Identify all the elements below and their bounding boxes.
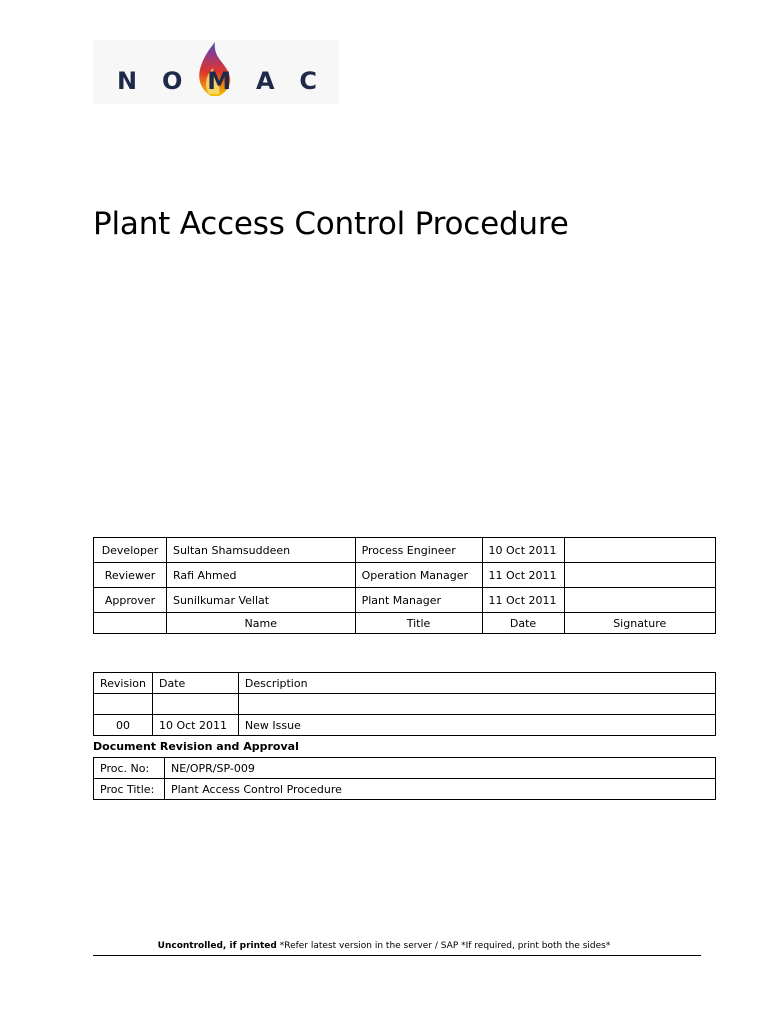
- title-cell: Process Engineer: [355, 538, 482, 563]
- approval-table: [93, 537, 716, 634]
- table-row: [94, 758, 716, 779]
- table-row: [94, 538, 716, 563]
- description-cell: New Issue: [238, 715, 715, 736]
- role-header: [94, 613, 167, 634]
- revision-caption: Document Revision and Approval: [93, 740, 299, 753]
- proc-no-value: NE/OPR/SP-009: [164, 758, 715, 779]
- footer-bold-text: Uncontrolled, if printed: [157, 941, 277, 951]
- table-row: [94, 563, 716, 588]
- description-cell: [238, 694, 715, 715]
- role-cell: Reviewer: [94, 563, 167, 588]
- description-header: Description: [238, 673, 715, 694]
- table-header-row: [94, 613, 716, 634]
- procedure-info-table: [93, 757, 716, 800]
- table-row: [94, 694, 716, 715]
- date-cell: 11 Oct 2011: [482, 588, 564, 613]
- signature-cell: [564, 538, 716, 563]
- footer-divider: [93, 955, 701, 956]
- date-header: Date: [152, 673, 238, 694]
- footer-text: *Refer latest version in the server / SAP *If required, print both the sides*: [276, 941, 611, 951]
- title-header: Title: [355, 613, 482, 634]
- revision-header: Revision: [94, 673, 153, 694]
- title-cell: Operation Manager: [355, 563, 482, 588]
- proc-title-label: Proc Title:: [94, 779, 165, 800]
- role-cell: Developer: [94, 538, 167, 563]
- role-cell: Approver: [94, 588, 167, 613]
- name-cell: Rafi Ahmed: [166, 563, 355, 588]
- table-header-row: [94, 673, 716, 694]
- table-row: [94, 715, 716, 736]
- signature-header: Signature: [564, 613, 716, 634]
- title-cell: Plant Manager: [355, 588, 482, 613]
- date-header: Date: [482, 613, 564, 634]
- revision-table: [93, 672, 716, 736]
- table-row: [94, 779, 716, 800]
- proc-title-value: Plant Access Control Procedure: [164, 779, 715, 800]
- name-cell: Sultan Shamsuddeen: [166, 538, 355, 563]
- proc-no-label: Proc. No:: [94, 758, 165, 779]
- revision-cell: [94, 694, 153, 715]
- document-title: Plant Access Control Procedure: [93, 206, 569, 242]
- flame-icon: [93, 40, 339, 104]
- signature-cell: [564, 563, 716, 588]
- svg-text:NOMAC: NOMAC: [117, 67, 317, 95]
- company-logo: [93, 40, 339, 104]
- name-header: Name: [166, 613, 355, 634]
- table-row: [94, 588, 716, 613]
- name-cell: Sunilkumar Vellat: [166, 588, 355, 613]
- date-cell: 11 Oct 2011: [482, 563, 564, 588]
- date-cell: [152, 694, 238, 715]
- signature-cell: [564, 588, 716, 613]
- revision-cell: 00: [94, 715, 153, 736]
- date-cell: 10 Oct 2011: [482, 538, 564, 563]
- footer-note: [0, 941, 768, 951]
- date-cell: 10 Oct 2011: [152, 715, 238, 736]
